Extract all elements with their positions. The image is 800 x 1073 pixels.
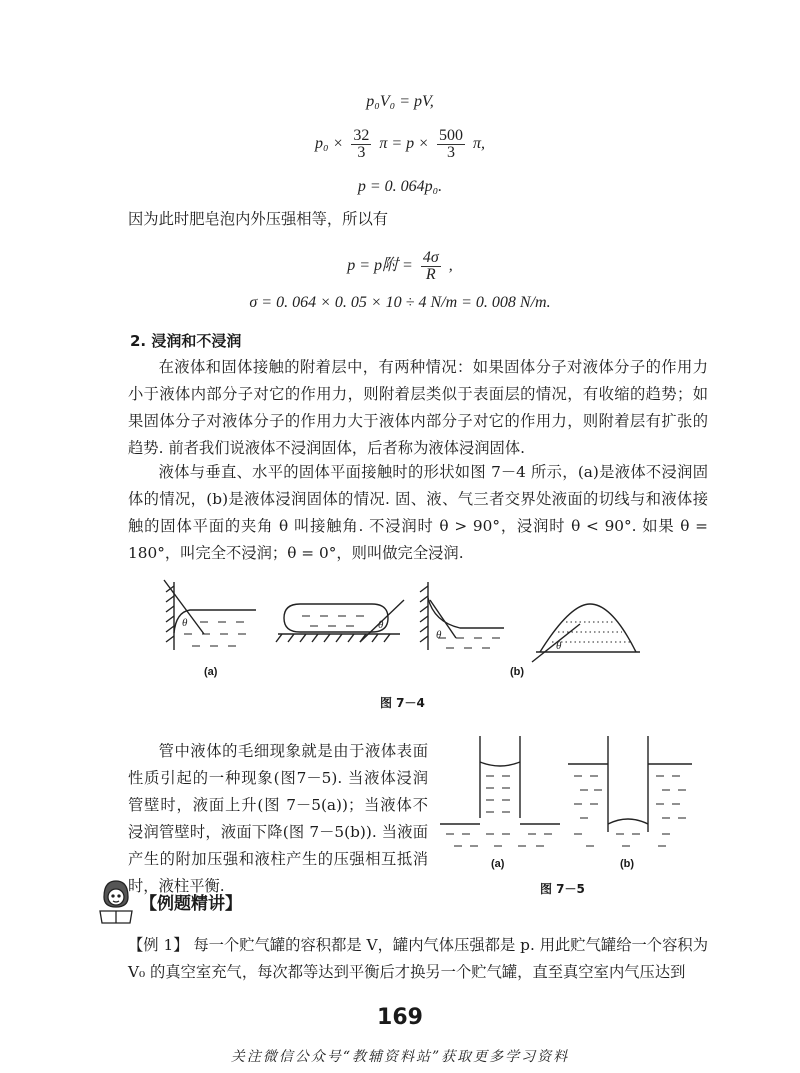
- equation-4-right: ,: [448, 257, 453, 275]
- figure-7-5: [436, 734, 696, 858]
- figure-7-5-label-a: (a): [491, 858, 505, 870]
- example-section-banner: [96, 876, 242, 926]
- figure-7-4-caption: 图 7－4: [380, 696, 425, 710]
- page-number: 169: [377, 1005, 423, 1030]
- equation-5: σ = 0. 064 × 0. 05 × 10 ÷ 4 N/m = 0. 008 N/m.: [249, 294, 551, 311]
- fraction-numerator: 500: [438, 127, 463, 144]
- intro-line: 因为此时肥皂泡内外压强相等，所以有: [128, 210, 389, 228]
- example-section-title: 【例题精讲】: [140, 893, 242, 914]
- figure-7-4: [160, 578, 640, 690]
- fraction-denominator: 3: [446, 144, 455, 161]
- fraction-numerator: 4σ: [422, 249, 439, 266]
- theta-symbol: θ: [556, 640, 562, 652]
- paragraph-2: 液体与垂直、水平的固体平面接触时的形状如图 7－4 所示，(a)是液体不浸润固体的情况，(b)是液体浸润固体的情况. 固、液、气三者交界处液面的切线与和液体接触的固体平面的夹角 θ 叫接触角. 不浸润时 θ > 90°，浸润时 θ < 90°. 如果 θ = 180°，叫完全不浸润；θ = 0°，则叫做完全浸润.: [128, 463, 708, 562]
- paragraph-3: 管中液体的毛细现象就是由于液体表面性质引起的一种现象(图7－5). 当液体浸润管壁时，液面上升(图 7－5(a))；当液体不浸润管壁时，液面下降(图 7－5(b)). 当液面产生的附加压强和液柱产生的压强相互抵消时，液柱平衡.: [128, 742, 428, 895]
- equation-2: [0, 128, 800, 161]
- theta-symbol: θ: [182, 617, 188, 629]
- equation-4-left: p = p附 =: [347, 257, 413, 275]
- reading-person-icon: [96, 877, 136, 925]
- fraction-32-3: [351, 128, 371, 161]
- theta-symbol: θ: [436, 629, 442, 641]
- figure-7-5-label-b: (b): [620, 858, 635, 870]
- equation-2-left: p₀ ×: [315, 135, 344, 153]
- figure-7-5-caption: 图 7－5: [540, 882, 585, 896]
- equation-1: p₀V₀ = pV,: [366, 93, 434, 110]
- theta-symbol: θ: [378, 619, 384, 631]
- fraction-4sigma-R: [421, 250, 441, 283]
- fraction-numerator: 32: [353, 127, 370, 144]
- footer-text: 关注微信公众号“教辅资料站”获取更多学习资料: [230, 1049, 570, 1065]
- fraction-500-3: [437, 128, 465, 161]
- figure-7-4-label-a: (a): [204, 666, 218, 678]
- fraction-denominator: R: [425, 266, 436, 283]
- equation-4: [0, 250, 800, 283]
- example-1: 【例 1】 每一个贮气罐的容积都是 V，罐内气体压强都是 p. 用此贮气罐给一个容积为 V₀ 的真空室充气，每次都等达到平衡后才换另一个贮气罐，直至真空室内气压达到: [128, 936, 708, 981]
- paragraph-1: 在液体和固体接触的附着层中，有两种情况：如果固体分子对液体分子的作用力小于液体内部分子对它的作用力，则附着层类似于表面层的情况，有收缩的趋势；如果固体分子对液体分子的作用力大于液体内部分子对它的作用力，则附着层有扩张的趋势. 前者我们说液体不浸润固体，后者称为液体浸润固体.: [128, 358, 708, 457]
- equation-3: p = 0. 064p₀.: [357, 178, 443, 195]
- figure-7-4-label-b: (b): [510, 666, 525, 678]
- fraction-denominator: 3: [357, 144, 366, 161]
- section-heading: 2. 浸润和不浸润: [130, 332, 242, 350]
- equation-2-right: π,: [472, 135, 485, 153]
- equation-2-middle: π = p ×: [379, 135, 429, 153]
